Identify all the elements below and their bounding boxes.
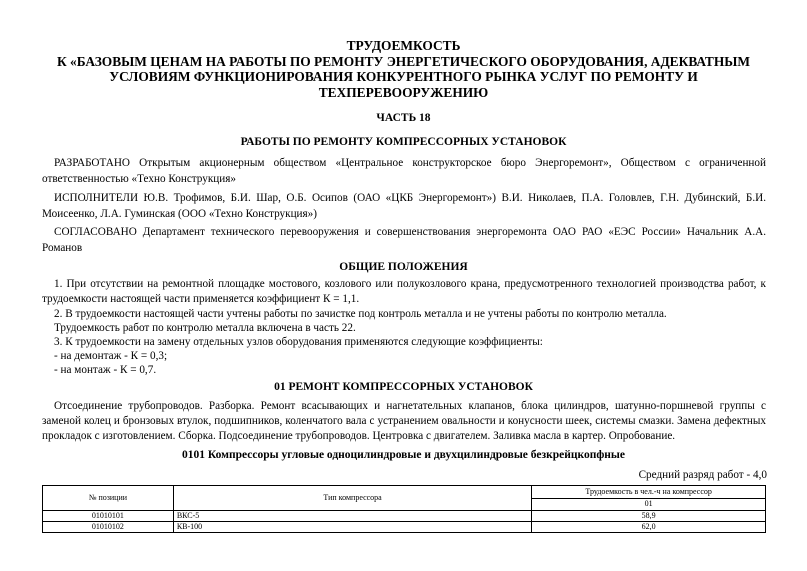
general-item-2: 2. В трудоемкости настоящей части учтены работы по зачистке под контроль металла и не учтены работы по контролю металла.: [54, 308, 667, 320]
subsection-heading: 0101 Компрессоры угловые одноцилиндровые и двухцилиндровые безкрейцкопфные: [181, 449, 626, 461]
header-labor: Трудоемкость в чел.-ч на компрессор: [532, 486, 766, 499]
header-position: № позиции: [43, 486, 174, 511]
repair-description: Отсоединение трубопроводов. Разборка. Ремонт всасывающих и нагнетательных клапанов, блока цилиндров, шатунно-поршневой группы с заменой колец и бронзовых втулок, подшипников, коленчатого вала с устранением овальности и конусности шеек, системы смазки. Замена дефектных прокладок с изготовлением. Сборка. Подсоединение трубопроводов. Центровка с двигателем. Заливка масла в картер. Опробование.: [42, 400, 766, 442]
title-line-2: К «БАЗОВЫМ ЦЕНАМ НА РАБОТЫ ПО РЕМОНТУ ЭНЕРГЕТИЧЕСКОГО ОБОРУДОВАНИЯ, АДЕКВАТНЫМ: [56, 53, 751, 69]
general-heading: ОБЩИЕ ПОЛОЖЕНИЯ: [339, 261, 468, 273]
header-type: Тип компрессора: [173, 486, 531, 511]
table-header-row: [43, 486, 766, 499]
table-row: [43, 522, 766, 533]
table-row: [43, 511, 766, 522]
general-item-3: 3. К трудоемкости на замену отдельных узлов оборудования применяются следующие коэффициенты:: [54, 336, 543, 348]
cell-value: 62,0: [532, 522, 766, 533]
developed-paragraph: РАЗРАБОТАНО Открытым акционерным обществом «Центральное конструкторское бюро Энергоремонт», Обществом с ограниченной ответственностью «Техно Конструкция»: [42, 157, 766, 185]
coef-dismantle: - на демонтаж - К = 0,3;: [54, 350, 168, 362]
document-title: [40, 38, 767, 100]
title-line-1: ТРУДОЕМКОСТЬ: [346, 38, 461, 53]
executors-paragraph: ИСПОЛНИТЕЛИ Ю.В. Трофимов, Б.И. Шар, О.Б. Осипов (ОАО «ЦКБ Энергоремонт») В.И. Николаев, П.А. Головлев, Г.Н. Дубинский, Б.И. Моисеенко, Л.А. Гуминская (ООО «Техно Конструкция»): [42, 192, 766, 220]
header-labor-sub: 01: [532, 498, 766, 511]
title-line-4: ТЕХПЕРЕВООРУЖЕНИЮ: [318, 84, 489, 100]
cell-value: 58,9: [532, 511, 766, 522]
cell-type: КВ-100: [173, 522, 531, 533]
cell-position: 01010102: [43, 522, 174, 533]
repair-heading: 01 РЕМОНТ КОМПРЕССОРНЫХ УСТАНОВОК: [274, 381, 533, 393]
cell-type: ВКС-5: [173, 511, 531, 522]
title-line-3: УСЛОВИЯМ ФУНКЦИОНИРОВАНИЯ КОНКУРЕНТНОГО РЫНКА УСЛУГ ПО РЕМОНТУ И: [109, 69, 698, 84]
average-rank: Средний разряд работ - 4,0: [638, 469, 767, 481]
general-item-1: 1. При отсутствии на ремонтной площадке мостового, козлового или полукозлового крана, предусмотренного технологией производства работ, к трудоемкости настоящей части применяется коэффициент К = 1,1.: [42, 278, 766, 305]
section-heading: РАБОТЫ ПО РЕМОНТУ КОМПРЕССОРНЫХ УСТАНОВОК: [240, 136, 567, 148]
labor-table: [42, 485, 766, 533]
coef-mount: - на монтаж - К = 0,7.: [54, 364, 157, 376]
agreed-paragraph: СОГЛАСОВАНО Департамент технического перевооружения и совершенствования энергоремонта ОАО РАО «ЕЭС России» Начальник А.А. Романов: [42, 226, 766, 254]
cell-position: 01010101: [43, 511, 174, 522]
general-item-2-note: Трудоемкость работ по контролю металла включена в часть 22.: [54, 322, 356, 334]
part-heading: ЧАСТЬ 18: [376, 112, 431, 124]
